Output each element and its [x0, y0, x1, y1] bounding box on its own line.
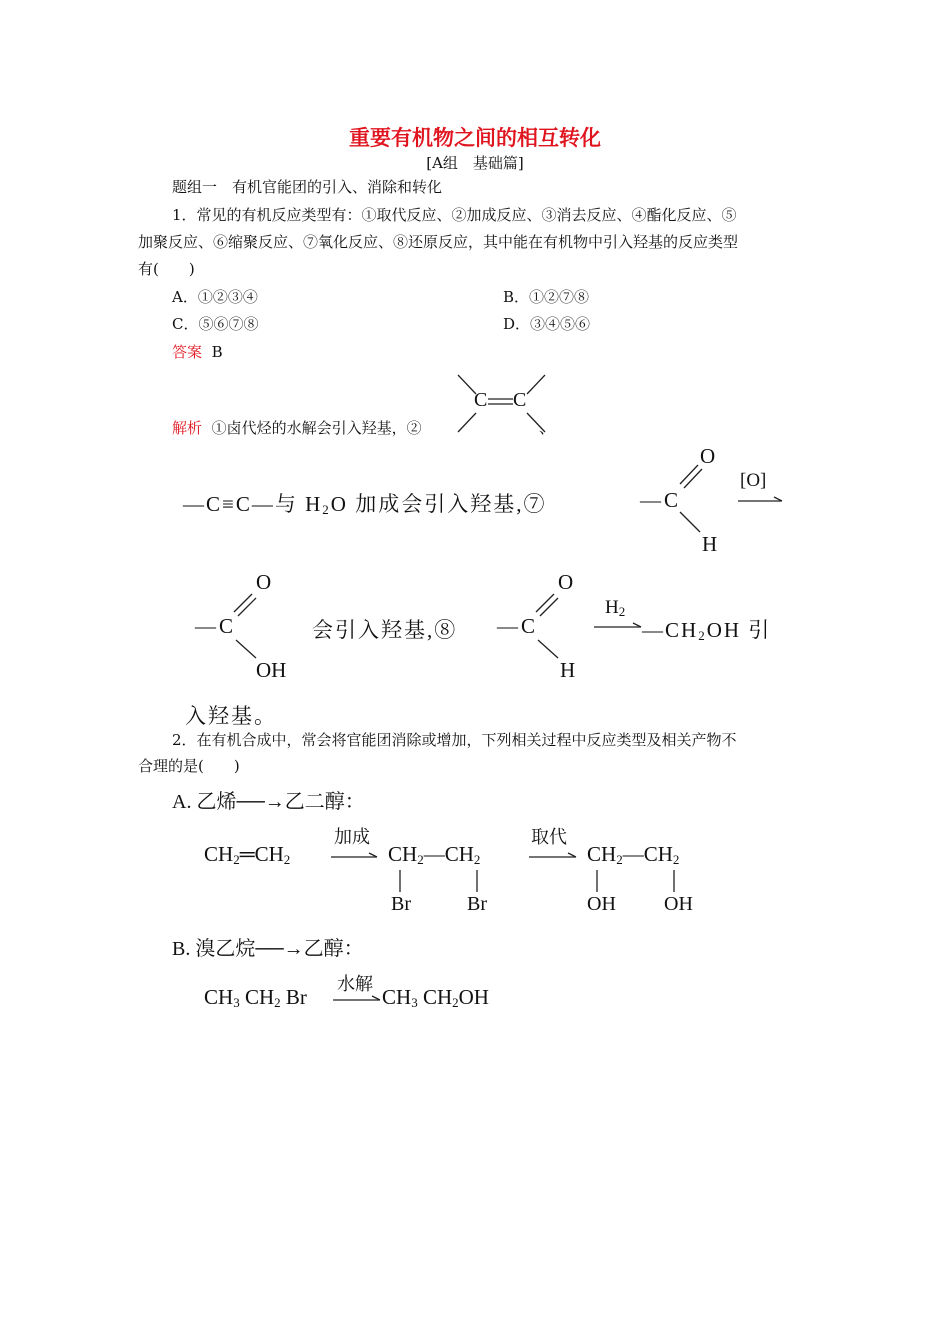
- dibromoethane: [388, 842, 480, 867]
- ethylene-sub-1: 2: [233, 852, 240, 867]
- q1-stem-line2: 加聚反应、⑥缩聚反应、⑦氧化反应、⑧还原反应，其中能在有机物中引入羟基的反应类型: [138, 233, 739, 251]
- q1-stem-line3: 有( ): [138, 260, 195, 278]
- ethylene-ch-2: CH: [254, 842, 284, 866]
- q1-stem-line1: 1．常见的有机反应类型有：①取代反应、②加成反应、③消去反应、④酯化反应、⑤: [172, 206, 737, 224]
- bromoethane-ch2: CH: [244, 985, 275, 1009]
- ethylene: [204, 842, 290, 867]
- step-addition-label: 加成: [334, 827, 370, 848]
- ald1-co-1: [680, 465, 698, 484]
- ethylene-double-bond: ═: [239, 842, 255, 866]
- ethanediol: [587, 842, 679, 867]
- acid-carbon: C: [219, 614, 234, 638]
- bromoethane-br: Br: [285, 985, 307, 1009]
- page-title: 重要有机物之间的相互转化: [349, 125, 601, 150]
- section-subtitle: [A组 基础篇]: [426, 154, 524, 172]
- diol-ch-1: CH: [587, 842, 617, 866]
- acid-oxygen: O: [256, 570, 272, 594]
- alkyne-formula: —C≡C—: [183, 492, 275, 516]
- ethanol-ch2: CH: [422, 985, 453, 1009]
- ald1-dash: —: [640, 488, 661, 512]
- dibromo-sub-1: 2: [417, 852, 424, 867]
- step-substitution-label: 取代: [531, 827, 567, 848]
- product-text: [642, 614, 771, 644]
- dibromo-ch-1: CH: [388, 842, 418, 866]
- product-pre: —CH: [642, 618, 699, 642]
- ethylene-sub-2: 2: [283, 852, 291, 867]
- ald1-carbon: C: [664, 488, 679, 512]
- comma-mark: 、: [539, 419, 555, 437]
- diol-ch-2: CH: [643, 842, 673, 866]
- bromoethane-sub3: 3: [233, 995, 240, 1010]
- q1-option-b[interactable]: B．①②⑦⑧: [503, 288, 590, 306]
- alkyne-tail-pre: 与 H: [274, 492, 323, 516]
- ald2-dash: —: [497, 614, 518, 638]
- analysis-label: 解析: [172, 419, 203, 437]
- ald2-hydrogen: H: [560, 658, 576, 682]
- answer-value: B: [211, 343, 223, 361]
- ald1-oxygen: O: [700, 444, 716, 468]
- ethanol-ch3: CH: [382, 985, 412, 1009]
- answer-label: 答案: [172, 343, 203, 361]
- q1-option-c[interactable]: C．⑤⑥⑦⑧: [172, 315, 259, 333]
- diol-bond: —: [622, 842, 644, 866]
- acid-co-1: [234, 594, 252, 612]
- diol-sub-1: 2: [616, 852, 623, 867]
- ethylene-ch-1: CH: [204, 842, 234, 866]
- q2-stem-line1: 2．在有机合成中，常会将官能团消除或增加，下列相关过程中反应类型及相关产物不: [172, 731, 737, 749]
- alkyne-tail-post: O 加成会引入羟基,⑦: [330, 492, 547, 516]
- ald2-carbon: C: [521, 614, 536, 638]
- ald2-co-2: [540, 598, 558, 616]
- alkene-c1: C: [474, 389, 488, 411]
- alkene-bond-ll: [458, 413, 476, 432]
- br-left: Br: [391, 893, 411, 915]
- oh-left: OH: [587, 893, 616, 915]
- bromoethane: [204, 985, 307, 1010]
- tail-text: 入羟基。: [185, 704, 277, 728]
- reductant-h: H: [605, 597, 619, 618]
- bromoethane-ch3: CH: [204, 985, 234, 1009]
- q2-option-b-label[interactable]: B. 溴乙烷──→乙醇：: [172, 938, 364, 960]
- diol-sub-2: 2: [672, 852, 680, 867]
- ethanol-sub2: 2: [452, 995, 459, 1010]
- step-hydrolysis-label: 水解: [337, 974, 373, 995]
- alkene-bond-ur: [527, 375, 545, 394]
- oh-right: OH: [664, 893, 693, 915]
- acid-hydroxyl: OH: [256, 658, 287, 682]
- product-post: OH 引: [706, 618, 772, 642]
- ald1-hydrogen: H: [702, 532, 718, 556]
- analysis-text: ①卤代烃的水解会引入羟基，②: [211, 419, 422, 437]
- bromoethane-sub2: 2: [274, 995, 281, 1010]
- ethanol-oh: OH: [458, 985, 489, 1009]
- ethanol: [382, 985, 489, 1010]
- acid-dash: —: [195, 614, 216, 638]
- ald2-oxygen: O: [558, 570, 574, 594]
- reductant-sub: 2: [618, 604, 626, 619]
- dibromo-ch-2: CH: [444, 842, 474, 866]
- ald1-co-2: [684, 469, 702, 488]
- q1-option-a[interactable]: A．①②③④: [172, 288, 258, 306]
- br-right: Br: [467, 893, 487, 915]
- ald2-ch: [538, 640, 558, 658]
- alkyne-line: [183, 488, 546, 518]
- alkene-c2: C: [513, 389, 527, 411]
- acid-co-2: [238, 598, 256, 616]
- q1-option-d[interactable]: D．③④⑤⑥: [503, 315, 591, 333]
- group-title: 题组一 有机官能团的引入、消除和转化: [172, 178, 443, 196]
- reductant-label: [605, 597, 625, 619]
- q2-stem-line2: 合理的是( ): [138, 757, 240, 775]
- ald2-co-1: [536, 594, 554, 612]
- oxidant-label: [O]: [740, 470, 767, 491]
- dibromo-sub-2: 2: [473, 852, 481, 867]
- ethanol-sub3: 3: [411, 995, 418, 1010]
- hydroxyl-text: 会引入羟基,⑧: [312, 618, 458, 642]
- ald1-ch: [680, 512, 700, 532]
- dibromo-bond: —: [423, 842, 445, 866]
- q2-option-a-label[interactable]: A. 乙烯──→乙二醇：: [172, 791, 365, 813]
- water-sub: 2: [322, 502, 331, 517]
- acid-coh: [236, 640, 256, 658]
- product-sub: 2: [698, 628, 707, 643]
